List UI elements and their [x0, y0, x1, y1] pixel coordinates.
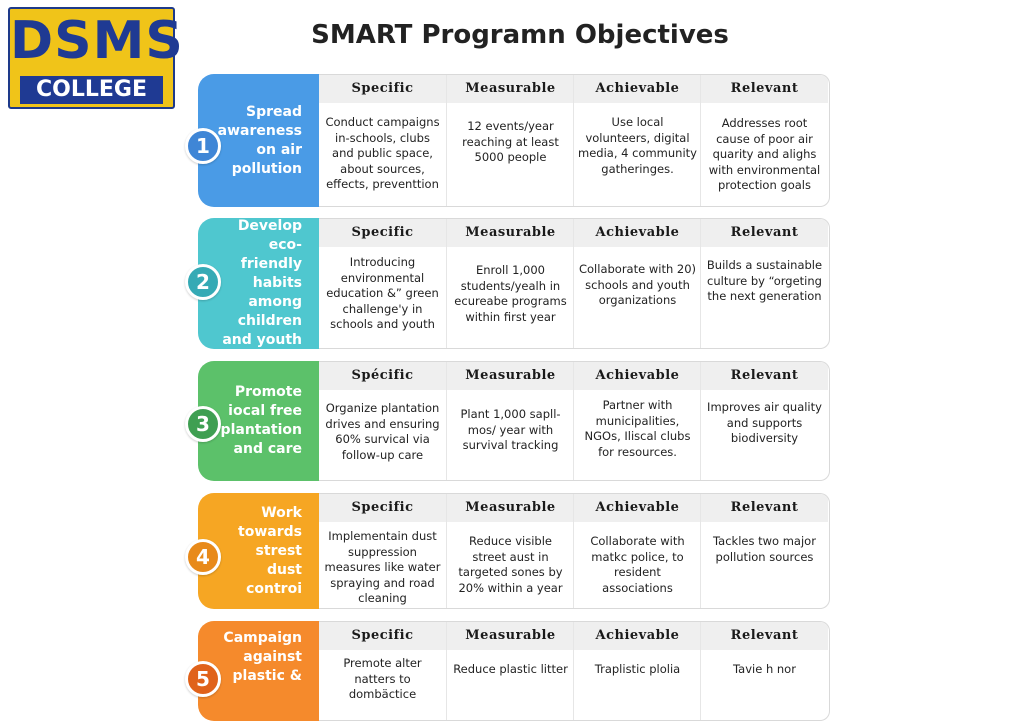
relevant-header: Relevant — [701, 219, 828, 247]
achievable-header: Achievable — [574, 219, 701, 247]
measurable-header: Measurable — [447, 219, 574, 247]
relevant-cell: Improves air quality and supports biodiversity — [707, 400, 822, 445]
specific-cell: Implementain dust suppression measures like water spraying and road cleaning — [324, 529, 441, 605]
category-label: Promote iocal free plantation and care — [220, 384, 302, 457]
category-label: Work towards strest dust controi — [238, 504, 302, 597]
specific-column — [319, 494, 446, 608]
measurable-cell: Enroll 1,000 students/yealh in ecureabe programs within first year — [454, 263, 567, 324]
smart-grid — [319, 621, 830, 721]
specific-cell: Premote alter natters to dombäctice — [343, 656, 422, 701]
achievable-column — [573, 362, 701, 480]
measurable-column — [446, 362, 574, 480]
relevant-cell: Tackles two major pollution sources — [713, 534, 816, 564]
achievable-header: Achievable — [574, 622, 701, 650]
smart-grid — [319, 361, 830, 481]
specific-header: Specific — [319, 75, 446, 103]
measurable-cell: 12 events/year reaching at least 5000 people — [462, 119, 559, 164]
measurable-cell: Reduce plastic litter — [453, 662, 568, 676]
specific-column — [319, 362, 446, 480]
specific-header: Specific — [319, 219, 446, 247]
objective-row-2 — [198, 218, 830, 349]
achievable-column — [573, 75, 701, 206]
objective-number-badge: 4 — [185, 539, 221, 575]
measurable-header: Measurable — [447, 75, 574, 103]
specific-cell: Introducing environmental education &” green challenge'y in schools and youth — [326, 255, 439, 331]
relevant-cell: Builds a sustainable culture by “orgeting the next generation — [706, 258, 823, 303]
measurable-column — [446, 622, 574, 720]
relevant-column — [700, 362, 828, 480]
relevant-column — [700, 75, 828, 206]
category-label: Campaign against plastic & — [223, 630, 302, 684]
achievable-cell: Traplistic plolia — [594, 662, 681, 676]
smart-grid — [319, 493, 830, 609]
measurable-cell: Reduce visible street aust in targeted sones by 20% within a year — [458, 534, 563, 595]
relevant-cell: Tavie h nor — [733, 662, 796, 676]
achievable-cell: Use local volunteers, digital media, 4 community gatheringes. — [578, 115, 697, 176]
page-title: SMART Programn Objectives — [311, 20, 729, 50]
measurable-column — [446, 75, 574, 206]
measurable-header: Measurable — [447, 362, 574, 390]
specific-cell: Organize plantation drives and ensuring 60% survical via follow-up care — [325, 401, 440, 462]
relevant-header: Relevant — [701, 622, 828, 650]
relevant-column — [700, 494, 828, 608]
measurable-column — [446, 494, 574, 608]
specific-header: Specific — [319, 494, 446, 522]
achievable-cell: Collaborate with matkc police, to resident associations — [590, 534, 685, 595]
achievable-cell: Partner with municipalities, NGOs, Iliscal clubs for resources. — [584, 398, 691, 459]
specific-header: Spécific — [319, 362, 446, 390]
specific-column — [319, 622, 446, 720]
smart-grid — [319, 218, 830, 349]
relevant-cell: Addresses root cause of poor air quarity and alighs with environmental protection goals — [708, 116, 821, 192]
specific-cell: Conduct campaigns in-schools, clubs and public space, about sources, effects, preventtion — [325, 115, 440, 191]
logo-college-text: COLLEGE — [20, 76, 163, 104]
objective-number-badge: 2 — [185, 264, 221, 300]
category-label: Develop eco-friendly habits among children and youth — [222, 218, 302, 348]
relevant-header: Relevant — [701, 494, 828, 522]
objective-row-4 — [198, 493, 830, 609]
achievable-column — [573, 622, 701, 720]
specific-column — [319, 75, 446, 206]
objective-row-5 — [198, 621, 830, 721]
objective-number-badge: 1 — [185, 128, 221, 164]
achievable-header: Achievable — [574, 362, 701, 390]
objective-number-badge: 5 — [185, 661, 221, 697]
measurable-cell: Plant 1,000 sapll-mos/ year with survival tracking — [460, 407, 561, 452]
achievable-header: Achievable — [574, 75, 701, 103]
logo-dsms-text: DSMS — [10, 11, 184, 71]
specific-header: Specific — [319, 622, 446, 650]
specific-column — [319, 219, 446, 348]
objective-row-3 — [198, 361, 830, 481]
achievable-header: Achievable — [574, 494, 701, 522]
achievable-cell: Collaborate with 20) schools and youth organizations — [578, 262, 697, 307]
objective-number-badge: 3 — [185, 406, 221, 442]
measurable-header: Measurable — [447, 494, 574, 522]
category-label: Spread awareness on air pollution — [217, 103, 303, 177]
objective-row-1 — [198, 74, 830, 207]
achievable-column — [573, 219, 701, 348]
relevant-header: Relevant — [701, 75, 828, 103]
measurable-header: Measurable — [447, 622, 574, 650]
college-logo — [8, 7, 184, 109]
relevant-column — [700, 622, 828, 720]
relevant-column — [700, 219, 828, 348]
smart-grid — [319, 74, 830, 207]
relevant-header: Relevant — [701, 362, 828, 390]
measurable-column — [446, 219, 574, 348]
achievable-column — [573, 494, 701, 608]
